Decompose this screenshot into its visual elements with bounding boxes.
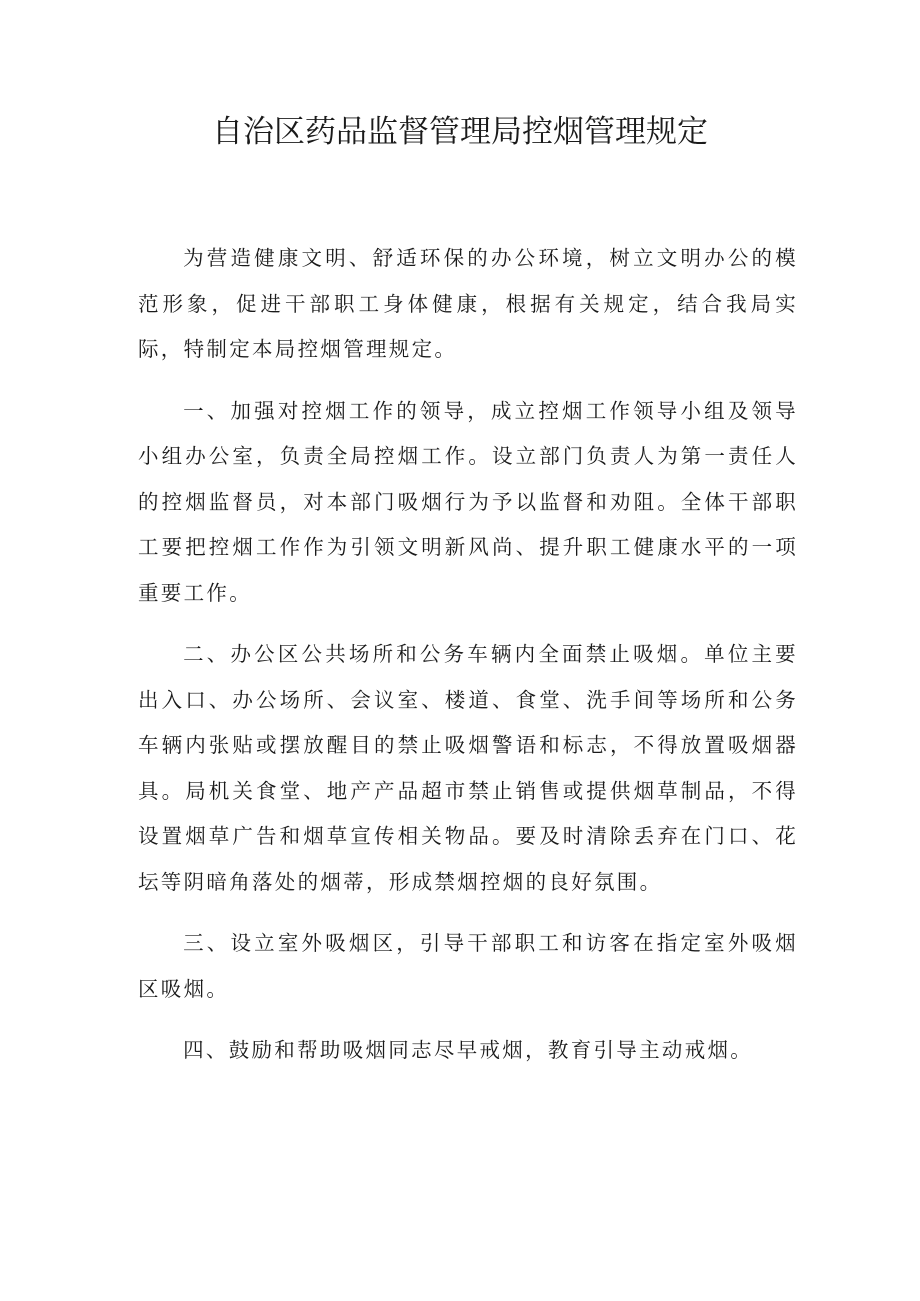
- document-body: [138, 236, 798, 1074]
- paragraph-item-1: 一、加强对控烟工作的领导，成立控烟工作领导小组及领导小组办公室，负责全局控烟工作。设立部门负责人为第一责任人的控烟监督员，对本部门吸烟行为予以监督和劝阻。全体干部职工要把控烟工作作为引领文明新风尚、提升职工健康水平的一项重要工作。: [138, 398, 798, 605]
- paragraph-intro: 为营造健康文明、舒适环保的办公环境，树立文明办公的模范形象，促进干部职工身体健康，根据有关规定，结合我局实际，特制定本局控烟管理规定。: [138, 246, 798, 361]
- paragraph-item-4: 四、鼓励和帮助吸烟同志尽早戒烟，教育引导主动戒烟。: [183, 1038, 754, 1062]
- paragraph-item-3: 三、设立室外吸烟区，引导干部职工和访客在指定室外吸烟区吸烟。: [138, 931, 798, 1001]
- document-title: 自治区药品监督管理局控烟管理规定: [212, 114, 708, 150]
- paragraph-item-2: 二、办公区公共场所和公务车辆内全面禁止吸烟。单位主要出入口、办公场所、会议室、楼道、食堂、洗手间等场所和公务车辆内张贴或摆放醒目的禁止吸烟警语和标志，不得放置吸烟器具。局机关食堂、地产产品超市禁止销售或提供烟草制品，不得设置烟草广告和烟草宣传相关物品。要及时清除丢弃在门口、花坛等阴暗角落处的烟蒂，形成禁烟控烟的良好氛围。: [138, 642, 798, 894]
